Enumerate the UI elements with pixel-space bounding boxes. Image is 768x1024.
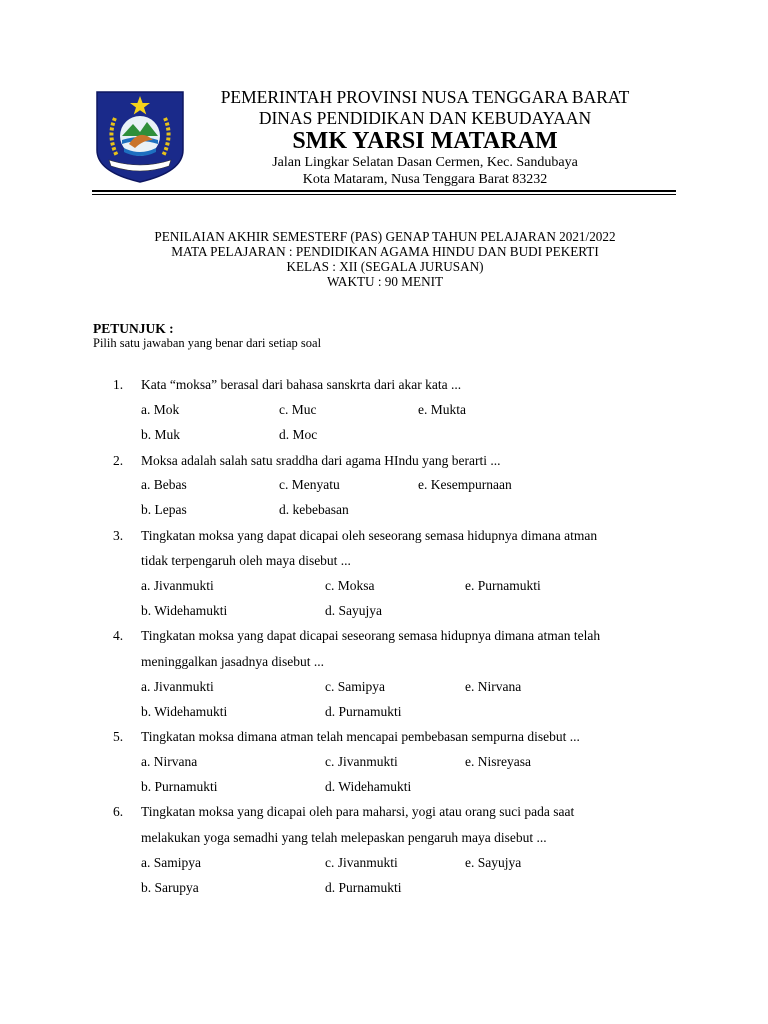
instructions-text: Pilih satu jawaban yang benar dari setiap soal	[93, 336, 322, 350]
question-4-text-line2: meninggalkan jasadnya disebut ...	[141, 654, 324, 669]
question-3-option-d: d. Sayujya	[325, 603, 382, 618]
question-6-text-line1: Tingkatan moksa yang dicapai oleh para maharsi, yogi atau orang suci pada saat	[141, 804, 575, 819]
question-4-text-line1: Tingkatan moksa yang dapat dicapai seseorang semasa hidupnya dimana atman telah	[141, 628, 601, 643]
question-4-option-d: d. Purnamukti	[325, 704, 402, 719]
question-4-option-a: a. Jivanmukti	[141, 679, 214, 694]
school-name: SMK YARSI MATARAM	[292, 128, 558, 154]
exam-class: KELAS : XII (SEGALA JURUSAN)	[286, 259, 484, 274]
question-4-option-b: b. Widehamukti	[141, 704, 228, 719]
nusa-tenggara-barat-emblem-logo	[95, 90, 185, 184]
question-6-option-d: d. Purnamukti	[325, 880, 402, 895]
question-2-text: Moksa adalah salah satu sraddha dari agama HIndu yang berarti ...	[141, 453, 501, 468]
question-3-text-line2: tidak terpengaruh oleh maya disebut ...	[141, 553, 351, 568]
question-6-number: 6.	[113, 804, 124, 819]
question-6-text-line2: melakukan yoga semadhi yang telah melepaskan pengaruh maya disebut ...	[141, 830, 547, 845]
question-5-number: 5.	[113, 729, 124, 744]
question-1-option-c: c. Muc	[279, 402, 317, 417]
instructions-heading: PETUNJUK :	[93, 321, 174, 336]
question-1-text: Kata “moksa” berasal dari bahasa sanskrta dari akar kata ...	[141, 377, 462, 392]
exam-time: WAKTU : 90 MENIT	[326, 274, 444, 289]
question-6-option-e: e. Sayujya	[465, 855, 522, 870]
question-2-option-e: e. Kesempurnaan	[418, 477, 512, 492]
exam-title: PENILAIAN AKHIR SEMESTERF (PAS) GENAP TAHUN PELAJARAN 2021/2022	[154, 229, 616, 244]
letterhead-divider-thick	[92, 190, 676, 192]
letterhead-divider-thin	[92, 194, 676, 195]
question-6-option-a: a. Samipya	[141, 855, 201, 870]
question-5-option-e: e. Nisreyasa	[465, 754, 531, 769]
question-3-option-e: e. Purnamukti	[465, 578, 541, 593]
school-address-line2: Kota Mataram, Nusa Tenggara Barat 83232	[302, 172, 548, 187]
school-address-line1: Jalan Lingkar Selatan Dasan Cermen, Kec. Sandubaya	[272, 155, 578, 170]
question-3-option-a: a. Jivanmukti	[141, 578, 214, 593]
question-4-number: 4.	[113, 628, 124, 643]
question-1-option-d: d. Moc	[279, 427, 318, 442]
question-5-option-a: a. Nirvana	[141, 754, 198, 769]
question-2-option-d: d. kebebasan	[279, 502, 349, 517]
question-2-option-c: c. Menyatu	[279, 477, 340, 492]
question-5-option-d: d. Widehamukti	[325, 779, 412, 794]
question-4-option-c: c. Samipya	[325, 679, 385, 694]
question-3-option-c: c. Moksa	[325, 578, 375, 593]
question-3-text-line1: Tingkatan moksa yang dapat dicapai oleh seseorang semasa hidupnya dimana atman	[141, 528, 598, 543]
question-5-option-c: c. Jivanmukti	[325, 754, 398, 769]
question-2-number: 2.	[113, 453, 124, 468]
exam-subject: MATA PELAJARAN : PENDIDIKAN AGAMA HINDU DAN BUDI PEKERTI	[171, 244, 599, 259]
province-heading: PEMERINTAH PROVINSI NUSA TENGGARA BARAT	[220, 87, 630, 107]
question-1-number: 1.	[113, 377, 124, 392]
question-4-option-e: e. Nirvana	[465, 679, 522, 694]
question-1-option-e: e. Mukta	[418, 402, 466, 417]
question-1-option-a: a. Mok	[141, 402, 180, 417]
department-heading: DINAS PENDIDIKAN DAN KEBUDAYAAN	[258, 108, 592, 128]
question-5-option-b: b. Purnamukti	[141, 779, 218, 794]
question-3-number: 3.	[113, 528, 124, 543]
question-1-option-b: b. Muk	[141, 427, 181, 442]
question-2-option-b: b. Lepas	[141, 502, 187, 517]
question-6-option-c: c. Jivanmukti	[325, 855, 398, 870]
question-6-option-b: b. Sarupya	[141, 880, 199, 895]
question-5-text: Tingkatan moksa dimana atman telah mencapai pembebasan sempurna disebut ...	[141, 729, 580, 744]
question-2-option-a: a. Bebas	[141, 477, 187, 492]
question-3-option-b: b. Widehamukti	[141, 603, 228, 618]
